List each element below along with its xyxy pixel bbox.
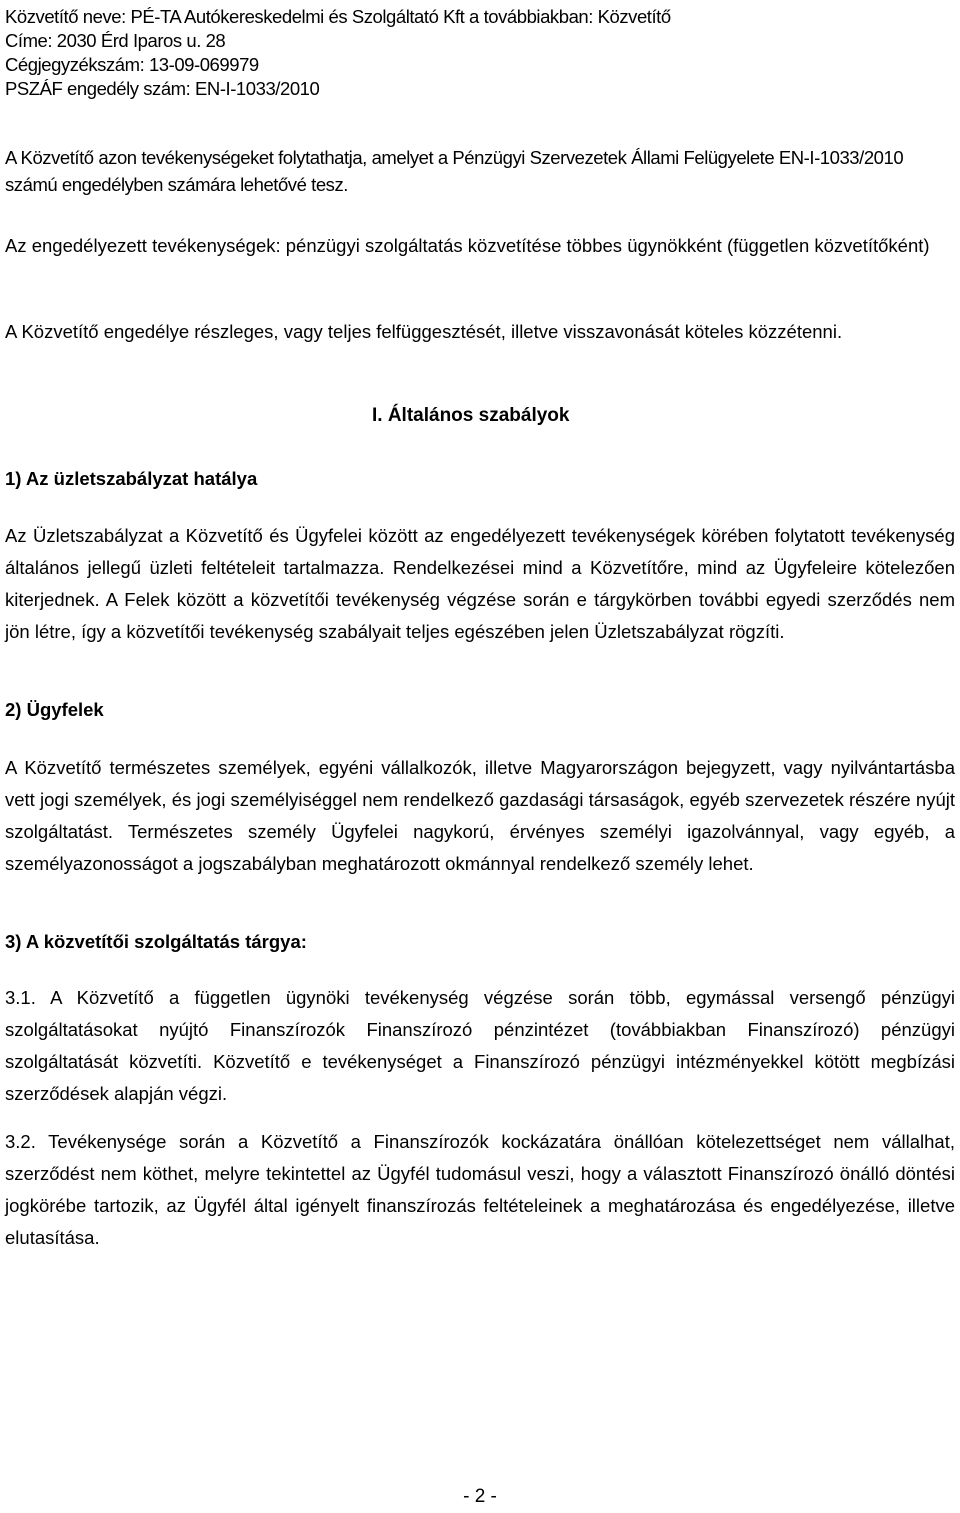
intro-paragraph-suspension: A Közvetítő engedélye részleges, vagy teljes felfüggesztését, illetve visszavonását köteles közzétenni. (5, 321, 843, 342)
intermediary-name-line: Közvetítő neve: PÉ-TA Autókereskedelmi és Szolgáltató Kft a továbbiakban: Közvetítő (5, 6, 671, 27)
intro-paragraph-licensed-activities: Az engedélyezett tevékenységek: pénzügyi szolgáltatás közvetítése többes ügynökként (független közvetítőként) (5, 235, 930, 256)
part-title: I. Általános szabályok (372, 405, 570, 426)
section-heading-scope: 1) Az üzletszabályzat hatálya (5, 468, 258, 489)
address-line: Címe: 2030 Érd Iparos u. 28 (5, 30, 226, 51)
section-paragraph-3-2: 3.2. Tevékenysége során a Közvetítő a Finanszírozók kockázatára önállóan kötelezettséget nem vállalhat, szerződést nem köthet, melyre tekintettel az Ügyfél tudomásul veszi, hogy a választott Finanszírozó önálló döntési jogkörébe tartozik, az Ügyfél által igényelt finanszírozás feltételeinek a meghatározása és engedélyezése, illetve elutasítása. (5, 1131, 955, 1248)
section-paragraph-3-1: 3.1. A Közvetítő a független ügynöki tevékenység végzése során több, egymással versengő pénzügyi szolgáltatásokat nyújtó Finanszírozók Finanszírozó pénzintézet (továbbiakban Finanszírozó) pénzügyi szolgáltatását közvetíti. Közvetítő e tevékenységet a Finanszírozó pénzügyi intézményekkel kötött megbízási szerződések alapján végzi. (5, 987, 955, 1104)
license-number-line: PSZÁF engedély szám: EN-I-1033/2010 (5, 78, 320, 99)
registration-number-line: Cégjegyzékszám: 13-09-069979 (5, 54, 259, 75)
section-heading-subject: 3) A közvetítői szolgáltatás tárgya: (5, 931, 307, 952)
section-paragraph-scope: Az Üzletszabályzat a Közvetítő és Ügyfelei között az engedélyezett tevékenységek körében folytatott tevékenység általános jellegű üzleti feltételeit tartalmazza. Rendelkezései mind a Közvetítőre, mind az Ügyfeleire kötelezően kiterjednek. A Felek között a közvetítői tevékenység végzése során e tárgykörben további egyedi szerződés nem jön létre, így a közvetítői tevékenység szabályait teljes egészében jelen Üzletszabályzat rögzíti. (5, 525, 955, 642)
section-paragraph-clients: A Közvetítő természetes személyek, egyéni vállalkozók, illetve Magyarországon bejegyzett, vagy nyilvántartásba vett jogi személyek, és jogi személyiséggel nem rendelkező gazdasági társaságok, egyéb szervezetek részére nyújt szolgáltatást. Természetes személy Ügyfelei nagykorú, érvényes személyi igazolvánnyal, vagy egyéb, a személyazonosságot a jogszabályban meghatározott okmánnyal rendelkező személy lehet. (5, 757, 955, 874)
section-heading-clients: 2) Ügyfelek (5, 699, 104, 720)
header-block (5, 5, 955, 101)
page-number: - 2 - (463, 1486, 497, 1507)
intro-paragraph-activities: A Közvetítő azon tevékenységeket folytathatja, amelyet a Pénzügyi Szervezetek Állami Felügyelete EN-I-1033/2010 számú engedélyben számára lehetővé tesz. (5, 147, 904, 195)
